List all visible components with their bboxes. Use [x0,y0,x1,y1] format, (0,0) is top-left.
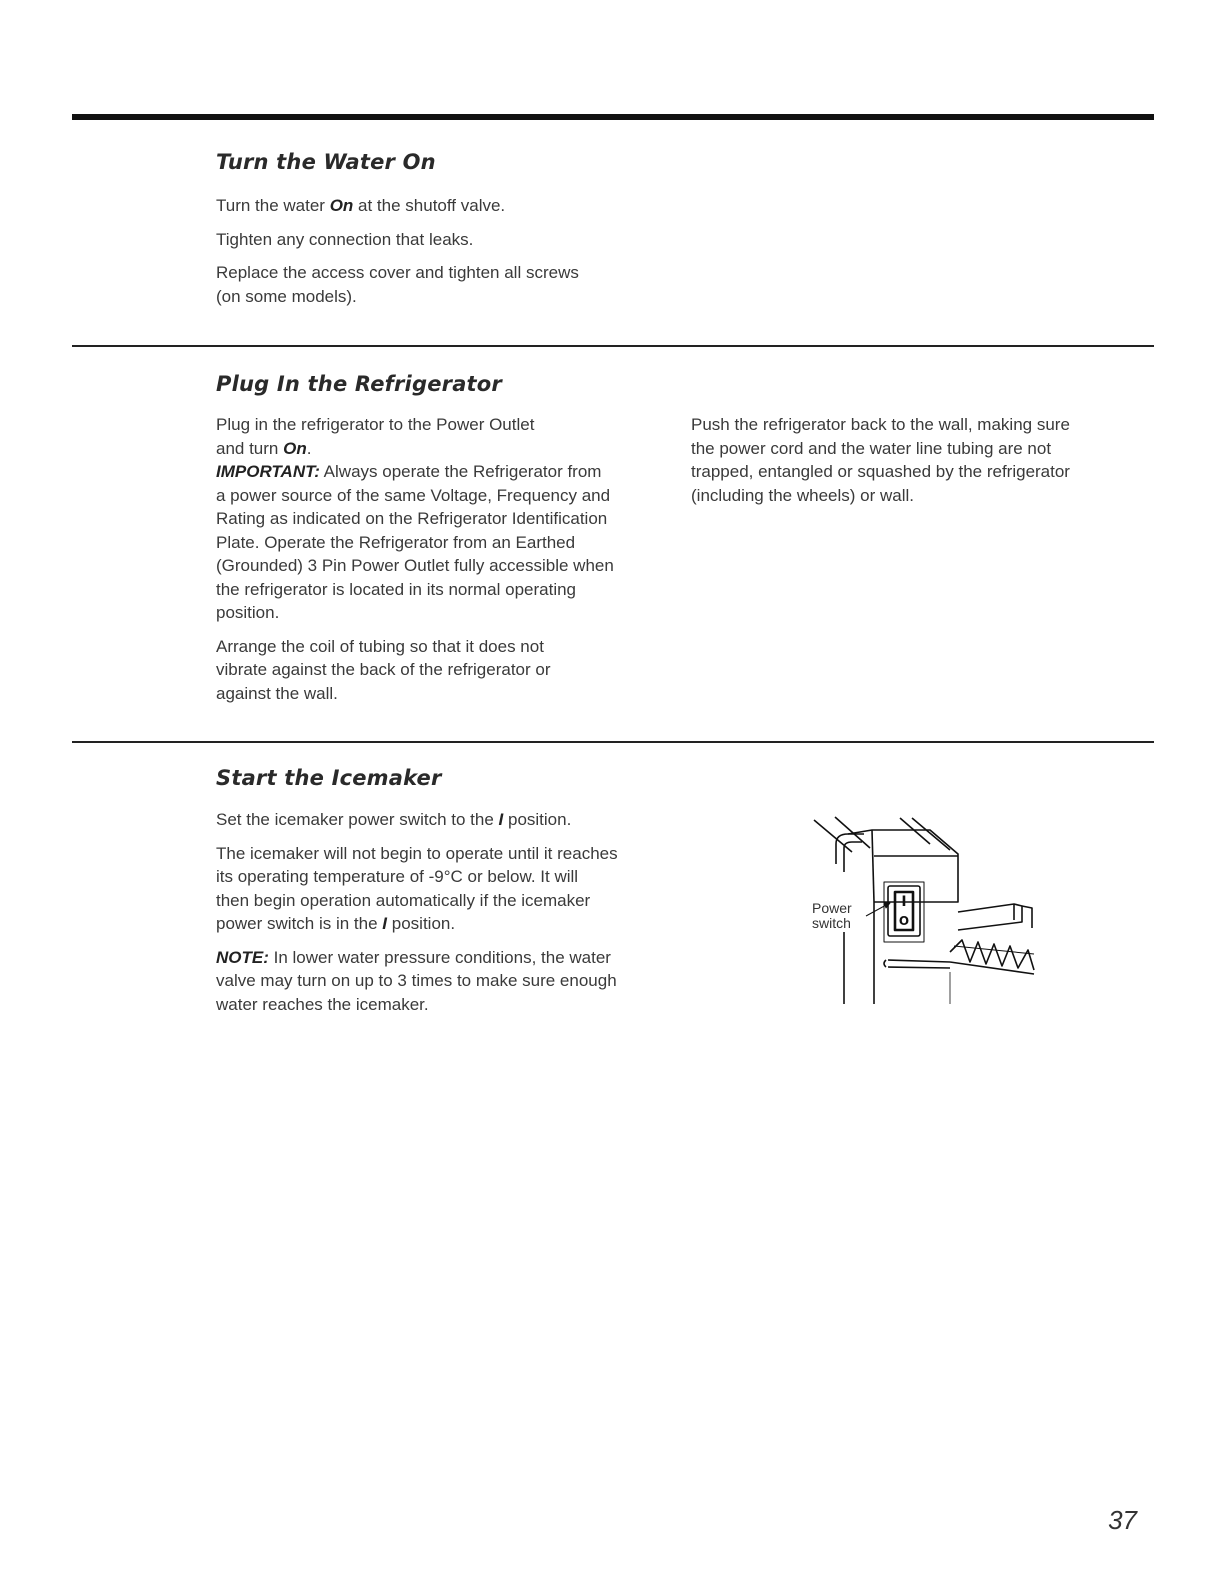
page-number: 37 [1108,1505,1137,1535]
note-para [216,946,686,1017]
text: the power cord and the water line tubing are not [691,438,1052,458]
icemaker-section-body [216,808,686,1026]
switch-on-symbol: I [901,894,907,910]
text: its operating temperature of -9°C or below. It will [216,867,579,886]
text: (Grounded) 3 Pin Power Outlet fully accessible when [216,556,614,575]
emphasis-i: I [382,914,388,933]
text: Push the refrigerator back to the wall, making sure [691,415,1070,434]
diagram-line [814,820,852,852]
text: Rating as indicated on the Refrigerator Identification [216,509,608,528]
text: . [306,438,312,458]
diagram-housing [872,830,874,902]
icemaker-para-1 [216,808,686,832]
diagram-line [900,818,930,844]
heading-plug-in-refrigerator: Plug In the Refrigerator [216,372,502,396]
text: power switch is in the [216,914,383,933]
switch-off-symbol: O [898,914,910,928]
diagram-ejector-fingers [950,940,1034,970]
icemaker-power-switch-diagram [800,812,1050,1012]
text: Plug in the refrigerator to the Power Outlet [216,415,535,434]
text: (including the wheels) or wall. [691,485,914,505]
text: the refrigerator is located in its normal operating [216,579,577,599]
text: In lower water pressure conditions, the water [268,947,611,967]
water-para-1 [216,194,676,218]
plug-section-left [216,413,676,715]
text: Plate. Operate the Refrigerator from an Earthed [216,532,576,552]
water-para-3 [216,261,676,308]
text: a power source of the same Voltage, Frequency and [216,485,611,505]
icemaker-para-2 [216,842,686,936]
diagram-rail [958,904,1022,930]
water-para-2: Tighten any connection that leaks. [216,229,474,249]
text: position. [216,603,280,622]
emphasis-i: I [498,810,504,829]
emphasis-on: On [329,196,354,215]
power-switch-label-line2: switch [812,915,851,931]
section-divider-2 [72,741,1154,743]
text: Arrange the coil of tubing so that it does not [216,636,544,656]
emphasis-on: On [283,438,307,458]
text: water reaches the icemaker. [216,994,429,1014]
plug-section-right [691,413,1151,517]
push-para [691,413,1151,507]
important-label: IMPORTANT: [216,462,320,481]
text: Always operate the Refrigerator from [319,462,602,481]
diagram-tray [888,967,950,968]
text: at the shutoff valve. [353,196,506,215]
diagram-tray [884,960,886,967]
text: against the wall. [216,683,338,703]
text: Replace the access cover and tighten all screws [216,263,579,282]
top-rule [72,114,1154,120]
diagram-tray [950,962,1034,974]
text: position. [387,914,456,933]
text: position. [503,810,572,829]
leader-arrow [884,902,890,908]
diagram-tray [888,960,950,962]
important-note [216,460,676,625]
text: vibrate against the back of the refrigerator or [216,660,551,679]
water-section-body [216,194,676,318]
leader-line [866,904,888,916]
text: The icemaker will not begin to operate until it reaches [216,843,618,863]
text: trapped, entangled or squashed by the refrigerator [691,462,1070,481]
diagram-rail [1022,906,1032,928]
text: Turn the water [216,196,330,215]
power-switch-label-line1: Power [812,900,852,916]
text: (on some models). [216,286,357,306]
section-divider-1 [72,345,1154,347]
plug-para-1 [216,413,676,460]
heading-start-icemaker: Start the Icemaker [216,766,442,790]
text: Set the icemaker power switch to the [216,810,499,829]
heading-turn-water-on: Turn the Water On [216,150,436,174]
text: and turn [216,438,284,458]
text: valve may turn on up to 3 times to make sure enough [216,971,617,990]
arrange-para [216,635,676,706]
note-label: NOTE: [216,947,269,967]
text: then begin operation automatically if the icemaker [216,890,591,910]
